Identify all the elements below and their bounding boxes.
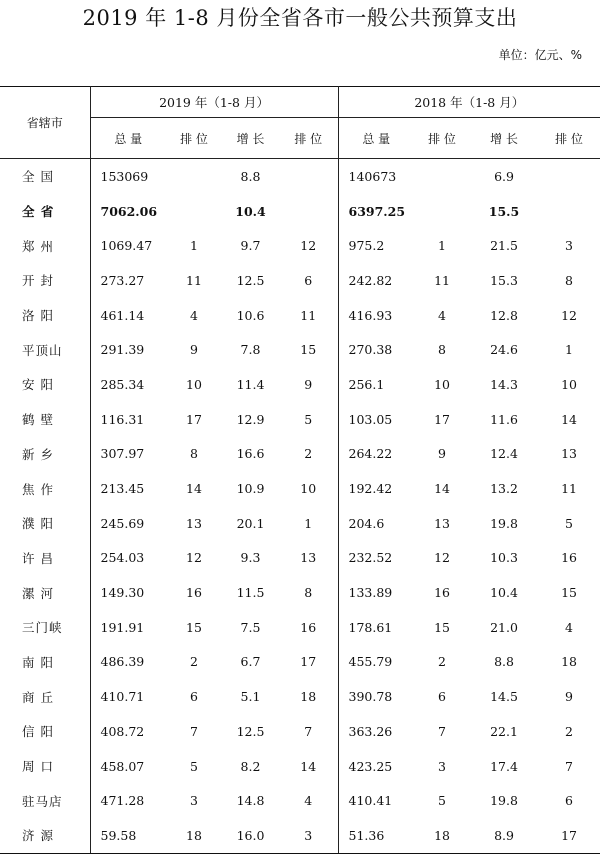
rank-2019-cell: 12 xyxy=(186,550,202,566)
growth-2018-cell: 12.8 xyxy=(490,307,518,323)
total-2019-cell: 191.91 xyxy=(100,619,145,635)
total-2018-cell: 390.78 xyxy=(348,689,393,705)
growth-2019-cell: 9.7 xyxy=(240,238,261,254)
table-row xyxy=(0,367,600,402)
growth-rank-2018-cell: 9 xyxy=(565,689,573,705)
table-row xyxy=(0,818,600,853)
total-2019-cell: 471.28 xyxy=(100,793,145,809)
growth-2018-cell: 22.1 xyxy=(490,723,518,739)
total-2019-cell: 273.27 xyxy=(100,272,145,288)
growth-2019-cell: 5.1 xyxy=(240,689,261,705)
total-2018-cell: 140673 xyxy=(348,168,397,184)
growth-2018-cell: 14.5 xyxy=(490,689,518,705)
total-2018-cell: 423.25 xyxy=(348,758,393,774)
header-total-2019: 总 量 xyxy=(114,131,143,146)
growth-rank-2019-cell xyxy=(279,159,338,194)
growth-2018-cell: 8.9 xyxy=(470,818,538,853)
city-cell: 南 阳 xyxy=(0,645,90,680)
table-row xyxy=(0,194,600,229)
table-row xyxy=(0,437,600,472)
city-cell: 全 省 xyxy=(0,194,90,229)
table-row xyxy=(0,749,600,784)
rank-2018-cell: 18 xyxy=(414,818,470,853)
city-cell: 郑 州 xyxy=(0,228,90,263)
table-row xyxy=(0,679,600,714)
growth-2019-cell: 11.5 xyxy=(236,585,265,601)
total-2019-cell: 254.03 xyxy=(100,550,145,566)
header-rank-2018: 排 位 xyxy=(428,131,456,146)
total-2018-cell: 6397.25 xyxy=(348,203,406,219)
rank-2018-cell: 12 xyxy=(434,550,450,566)
table-row xyxy=(0,228,600,263)
city-cell: 开 封 xyxy=(0,263,90,298)
growth-2019-cell: 12.5 xyxy=(236,723,265,739)
growth-rank-2018-cell: 4 xyxy=(565,619,573,635)
total-2019-cell: 213.45 xyxy=(100,481,145,497)
rank-2018-cell: 17 xyxy=(434,411,450,427)
growth-rank-2018-cell xyxy=(538,194,600,229)
growth-rank-2018-cell: 7 xyxy=(565,758,573,774)
city-cell: 全 国 xyxy=(0,159,90,194)
total-2018-cell: 204.6 xyxy=(348,515,385,531)
growth-rank-2019-cell: 9 xyxy=(279,367,338,402)
growth-rank-2018-cell: 12 xyxy=(561,307,577,323)
total-2018-cell: 133.89 xyxy=(348,585,393,601)
table-row xyxy=(0,610,600,645)
table-row xyxy=(0,159,600,194)
rank-2019-cell xyxy=(166,159,222,194)
table-row xyxy=(0,471,600,506)
total-2019-cell: 1069.47 xyxy=(100,238,153,254)
growth-2019-cell: 16.0 xyxy=(222,818,279,853)
total-2019-cell: 410.71 xyxy=(100,689,145,705)
growth-2019-cell: 20.1 xyxy=(236,515,265,531)
growth-2019-cell: 10.9 xyxy=(236,481,265,497)
rank-2018-cell xyxy=(414,194,470,229)
growth-2018-cell: 10.3 xyxy=(490,550,518,566)
total-2018-cell: 975.2 xyxy=(348,238,385,254)
rank-2018-cell: 16 xyxy=(434,585,450,601)
total-2018-cell: 103.05 xyxy=(348,411,393,427)
total-2018-cell: 192.42 xyxy=(348,481,393,497)
total-2019-cell: 486.39 xyxy=(100,654,145,670)
city-cell: 三门峡 xyxy=(0,610,90,645)
unit-label: 单位：亿元、% xyxy=(498,48,582,62)
total-2018-cell: 363.26 xyxy=(348,723,393,739)
growth-2019-cell: 10.6 xyxy=(236,307,265,323)
total-2019-cell: 245.69 xyxy=(100,515,145,531)
growth-2019-cell: 7.5 xyxy=(240,619,261,635)
city-cell: 洛 阳 xyxy=(0,298,90,333)
growth-2019-cell: 16.6 xyxy=(236,446,265,462)
growth-rank-2018-cell: 6 xyxy=(565,793,573,809)
city-cell: 濮 阳 xyxy=(0,506,90,541)
growth-2019-cell: 7.8 xyxy=(240,342,261,358)
rank-2018-cell: 10 xyxy=(434,376,450,392)
growth-rank-2018-cell: 8 xyxy=(565,272,573,288)
growth-2019-cell: 12.5 xyxy=(236,272,265,288)
growth-rank-2019-cell: 1 xyxy=(279,506,338,541)
rank-2018-cell: 2 xyxy=(438,654,446,670)
total-2019-cell: 307.97 xyxy=(100,446,145,462)
growth-2019-cell: 14.8 xyxy=(236,793,265,809)
growth-2019-cell: 10.4 xyxy=(235,203,266,219)
city-cell: 商 丘 xyxy=(0,679,90,714)
growth-rank-2019-cell: 6 xyxy=(279,263,338,298)
city-cell: 平顶山 xyxy=(0,332,90,367)
growth-rank-2019-cell: 8 xyxy=(279,575,338,610)
page-title: 2019 年 1-8 月份全省各市一般公共预算支出 xyxy=(82,6,518,30)
growth-2018-cell: 13.2 xyxy=(490,481,518,497)
table-row xyxy=(0,298,600,333)
rank-2018-cell: 13 xyxy=(434,515,450,531)
table-row xyxy=(0,575,600,610)
total-2018-cell: 242.82 xyxy=(348,272,393,288)
growth-rank-2019-cell: 15 xyxy=(279,332,338,367)
total-2018-cell: 264.22 xyxy=(348,446,393,462)
rank-2019-cell: 7 xyxy=(190,723,198,739)
growth-rank-2018-cell: 18 xyxy=(561,654,577,670)
rank-2019-cell: 17 xyxy=(186,411,202,427)
rank-2018-cell: 11 xyxy=(434,272,450,288)
table-body xyxy=(0,159,600,854)
rank-2019-cell: 18 xyxy=(166,818,222,853)
growth-rank-2019-cell: 10 xyxy=(279,471,338,506)
growth-rank-2019-cell: 16 xyxy=(279,610,338,645)
growth-rank-2018-cell: 16 xyxy=(561,550,577,566)
growth-2018-cell: 15.5 xyxy=(488,203,520,219)
rank-2019-cell: 10 xyxy=(186,376,202,392)
rank-2019-cell: 16 xyxy=(186,585,202,601)
budget-table xyxy=(0,86,600,854)
growth-2018-cell: 11.6 xyxy=(490,411,518,427)
total-2019-cell: 116.31 xyxy=(100,411,145,427)
header-period-2018: 2018 年（1-8 月） xyxy=(338,87,600,118)
total-2019-cell: 59.58 xyxy=(90,818,166,853)
city-cell: 许 昌 xyxy=(0,541,90,576)
table-row xyxy=(0,783,600,818)
total-2018-cell: 410.41 xyxy=(348,793,393,809)
rank-2018-cell: 5 xyxy=(438,793,446,809)
rank-2019-cell: 15 xyxy=(186,619,202,635)
growth-rank-2018-cell: 1 xyxy=(565,342,573,358)
rank-2018-cell: 9 xyxy=(438,446,446,462)
growth-rank-2019-cell: 14 xyxy=(279,749,338,784)
rank-2019-cell: 8 xyxy=(190,446,198,462)
growth-2018-cell: 17.4 xyxy=(490,758,518,774)
table-row xyxy=(0,714,600,749)
rank-2018-cell: 6 xyxy=(438,689,446,705)
growth-rank-2018-cell: 11 xyxy=(561,481,577,497)
growth-2018-cell: 15.3 xyxy=(490,272,518,288)
growth-rank-2018-cell: 2 xyxy=(565,723,573,739)
growth-rank-2019-cell: 3 xyxy=(279,818,338,853)
growth-rank-2018-cell: 3 xyxy=(565,238,573,254)
city-cell: 焦 作 xyxy=(0,471,90,506)
total-2018-cell: 232.52 xyxy=(348,550,393,566)
growth-2019-cell: 11.4 xyxy=(236,376,265,392)
rank-2019-cell xyxy=(166,194,222,229)
table-header xyxy=(0,87,600,159)
total-2018-cell: 455.79 xyxy=(348,654,393,670)
growth-2018-cell: 21.0 xyxy=(490,619,518,635)
total-2018-cell: 178.61 xyxy=(348,619,393,635)
rank-2019-cell: 5 xyxy=(190,758,198,774)
growth-2019-cell: 9.3 xyxy=(240,550,261,566)
total-2018-cell: 416.93 xyxy=(348,307,393,323)
table-row xyxy=(0,263,600,298)
rank-2018-cell: 7 xyxy=(438,723,446,739)
growth-rank-2018-cell: 17 xyxy=(538,818,600,853)
growth-2018-cell: 12.4 xyxy=(490,446,518,462)
growth-rank-2019-cell: 11 xyxy=(279,298,338,333)
growth-2018-cell: 19.8 xyxy=(490,793,518,809)
rank-2019-cell: 4 xyxy=(190,307,198,323)
total-2018-cell: 270.38 xyxy=(348,342,393,358)
header-growth-2018: 增 长 xyxy=(490,131,518,146)
city-cell: 信 阳 xyxy=(0,714,90,749)
rank-2019-cell: 2 xyxy=(190,654,198,670)
header-total-2018: 总 量 xyxy=(362,131,391,146)
table-row xyxy=(0,541,600,576)
total-2019-cell: 461.14 xyxy=(100,307,145,323)
growth-2019-cell: 8.8 xyxy=(240,168,261,184)
city-cell: 济 源 xyxy=(0,818,90,853)
growth-rank-2019-cell: 4 xyxy=(279,783,338,818)
total-2019-cell: 458.07 xyxy=(100,758,145,774)
total-2019-cell: 291.39 xyxy=(100,342,145,358)
city-cell: 新 乡 xyxy=(0,437,90,472)
header-period-2019: 2019 年（1-8 月） xyxy=(90,87,338,118)
city-cell: 鹤 壁 xyxy=(0,402,90,437)
rank-2018-cell: 1 xyxy=(438,238,446,254)
header-growth-2019: 增 长 xyxy=(236,131,265,146)
city-cell: 安 阳 xyxy=(0,367,90,402)
growth-rank-2018-cell: 10 xyxy=(561,376,577,392)
total-2019-cell: 408.72 xyxy=(100,723,145,739)
growth-rank-2019-cell: 7 xyxy=(279,714,338,749)
table-row xyxy=(0,645,600,680)
rank-2018-cell xyxy=(414,159,470,194)
table-row xyxy=(0,402,600,437)
total-2018-cell: 51.36 xyxy=(338,818,414,853)
table-row xyxy=(0,506,600,541)
total-2019-cell: 7062.06 xyxy=(100,203,158,219)
rank-2019-cell: 3 xyxy=(190,793,198,809)
table-row xyxy=(0,332,600,367)
city-cell: 漯 河 xyxy=(0,575,90,610)
growth-2018-cell: 24.6 xyxy=(490,342,518,358)
growth-rank-2019-cell: 17 xyxy=(279,645,338,680)
header-city: 省辖市 xyxy=(0,87,90,159)
growth-rank-2018-cell xyxy=(538,159,600,194)
growth-rank-2019-cell: 2 xyxy=(279,437,338,472)
growth-rank-2018-cell: 15 xyxy=(561,585,577,601)
total-2019-cell: 149.30 xyxy=(100,585,145,601)
growth-2018-cell: 10.4 xyxy=(490,585,518,601)
growth-rank-2019-cell xyxy=(279,194,338,229)
growth-2019-cell: 8.2 xyxy=(240,758,261,774)
growth-2018-cell: 21.5 xyxy=(490,238,518,254)
growth-rank-2018-cell: 5 xyxy=(565,515,573,531)
total-2018-cell: 256.1 xyxy=(348,376,385,392)
growth-2019-cell: 6.7 xyxy=(240,654,261,670)
rank-2018-cell: 8 xyxy=(438,342,446,358)
rank-2019-cell: 13 xyxy=(186,515,202,531)
growth-2019-cell: 12.9 xyxy=(236,411,265,427)
growth-2018-cell: 14.3 xyxy=(490,376,518,392)
total-2019-cell: 285.34 xyxy=(100,376,145,392)
rank-2018-cell: 14 xyxy=(434,481,450,497)
growth-2018-cell: 8.8 xyxy=(494,654,514,670)
city-cell: 周 口 xyxy=(0,749,90,784)
rank-2019-cell: 9 xyxy=(190,342,198,358)
rank-2019-cell: 14 xyxy=(186,481,202,497)
header-growth-rank-2018: 排 位 xyxy=(555,131,583,146)
rank-2019-cell: 6 xyxy=(190,689,198,705)
rank-2019-cell: 11 xyxy=(186,272,202,288)
header-growth-rank-2019: 排 位 xyxy=(279,118,338,159)
growth-rank-2019-cell: 5 xyxy=(279,402,338,437)
rank-2018-cell: 15 xyxy=(434,619,450,635)
rank-2018-cell: 3 xyxy=(438,758,446,774)
growth-2018-cell: 6.9 xyxy=(494,168,514,184)
city-cell: 驻马店 xyxy=(0,783,90,818)
rank-2019-cell: 1 xyxy=(190,238,198,254)
header-rank-2019: 排 位 xyxy=(180,131,208,146)
growth-2018-cell: 19.8 xyxy=(490,515,518,531)
growth-rank-2019-cell: 13 xyxy=(279,541,338,576)
growth-rank-2019-cell: 18 xyxy=(279,679,338,714)
total-2019-cell: 153069 xyxy=(100,168,149,184)
rank-2018-cell: 4 xyxy=(438,307,446,323)
growth-rank-2018-cell: 14 xyxy=(561,411,577,427)
growth-rank-2019-cell: 12 xyxy=(279,228,338,263)
growth-rank-2018-cell: 13 xyxy=(561,446,577,462)
